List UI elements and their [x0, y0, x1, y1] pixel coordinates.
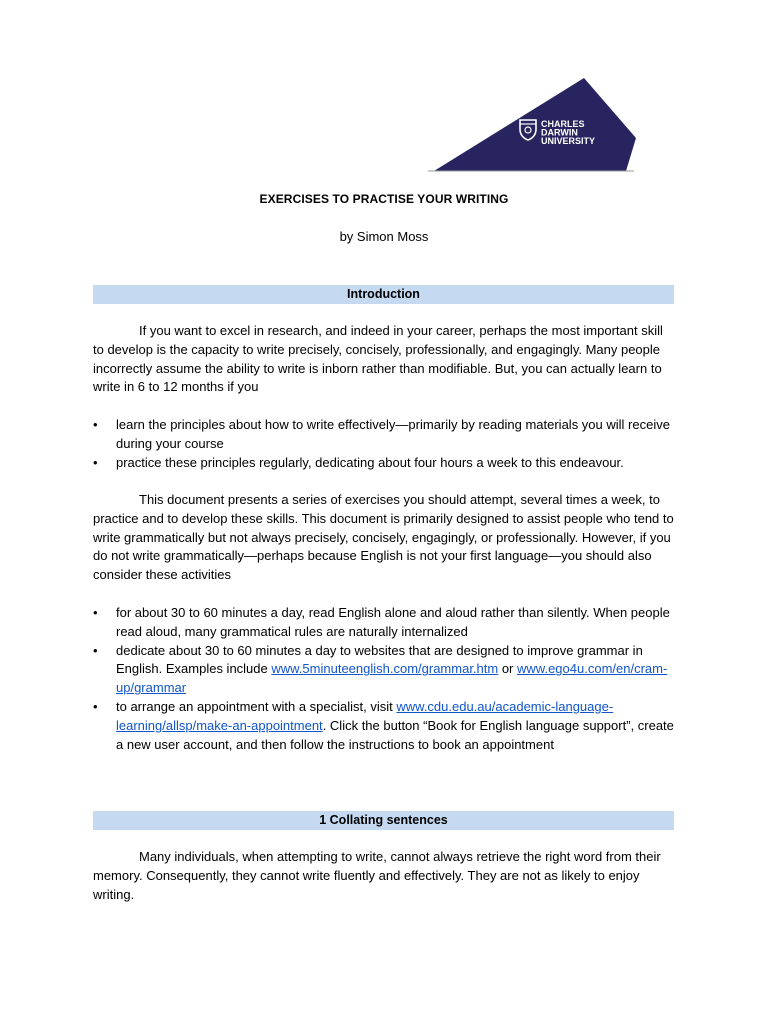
intro-paragraph-1: [93, 322, 676, 397]
intro-paragraph-2: [93, 491, 676, 585]
document-title: EXERCISES TO PRACTISE YOUR WRITING: [259, 192, 509, 206]
list-item: [93, 454, 676, 473]
list-item: [93, 642, 676, 698]
collating-paragraph-text: Many individuals, when attempting to write, cannot always retrieve the right word from their memory. Consequently, they cannot write fluently and effectively. They are not as likely to enjoy writing.: [93, 849, 661, 902]
list-item-text-start: to arrange an appointment with a specialist, visit: [116, 698, 397, 714]
section-heading-introduction: Introduction: [93, 285, 674, 304]
intro-bullet-list-1: [93, 416, 676, 472]
bullet-symbol: •: [93, 454, 98, 470]
list-item: [93, 698, 676, 754]
list-item-text: [116, 643, 667, 696]
document-byline: by Simon Moss: [339, 229, 429, 244]
list-item-text-middle: or: [498, 661, 518, 677]
list-item-text: [116, 699, 674, 752]
grammar-website-link-2[interactable]: www.ego4u.com/en/cram-up/grammar: [116, 661, 668, 696]
bullet-symbol: •: [93, 605, 98, 620]
grammar-website-link-1[interactable]: www.5minuteenglish.com/grammar.htm: [271, 661, 499, 677]
bullet-symbol: •: [93, 642, 98, 658]
list-item-text: practice these principles regularly, dedicating about four hours a week to this endeavour.: [116, 454, 624, 470]
list-item-text: learn the principles about how to write effectively—primarily by reading materials you will receive during your course: [116, 417, 670, 451]
section-heading-collating-sentences: 1 Collating sentences: [93, 811, 674, 830]
logo-line-1: CHARLES: [541, 119, 585, 129]
list-item-text-end: . Click the button “Book for English language support”, create a new user account, and then follow the instructions to book an appointment: [116, 717, 674, 752]
intro-bullet-list-2: [93, 604, 676, 754]
logo-line-3: UNIVERSITY: [541, 136, 596, 146]
appointment-link[interactable]: www.cdu.edu.au/academic-language-learning/allsp/make-an-appointment: [116, 698, 614, 733]
list-item: [93, 604, 676, 642]
bullet-symbol: •: [93, 698, 98, 714]
intro-paragraph-1-text: If you want to excel in research, and indeed in your career, perhaps the most important skill to develop is the capacity to write precisely, concisely, professionally, and engagingly. Many people incorrectly assume the ability to write is inborn rather than modifiable. But, you can actually learn to write in 6 to 12 months if you: [93, 323, 663, 395]
collating-paragraph: [93, 848, 676, 904]
logo-line-2: DARWIN: [541, 127, 578, 138]
bullet-symbol: •: [93, 417, 98, 432]
logo-graphic: [424, 76, 640, 174]
list-item-text: for about 30 to 60 minutes a day, read English alone and aloud rather than silently. When people read aloud, many grammatical rules are naturally internalized: [116, 605, 670, 639]
list-item-text-start: dedicate about 30 to 60 minutes a day to websites that are designed to improve grammar in English. Examples include: [116, 642, 643, 677]
university-logo: [424, 76, 640, 174]
intro-paragraph-2-text: This document presents a series of exercises you should attempt, several times a week, to practice and to develop these skills. This document is primarily designed to assist people who tend to write grammatically but not always precisely, concisely, engagingly, or professionally. However, if you do not write grammatically—perhaps because English is not your first language—you should also consider these activities: [93, 492, 674, 583]
list-item: [93, 416, 676, 454]
